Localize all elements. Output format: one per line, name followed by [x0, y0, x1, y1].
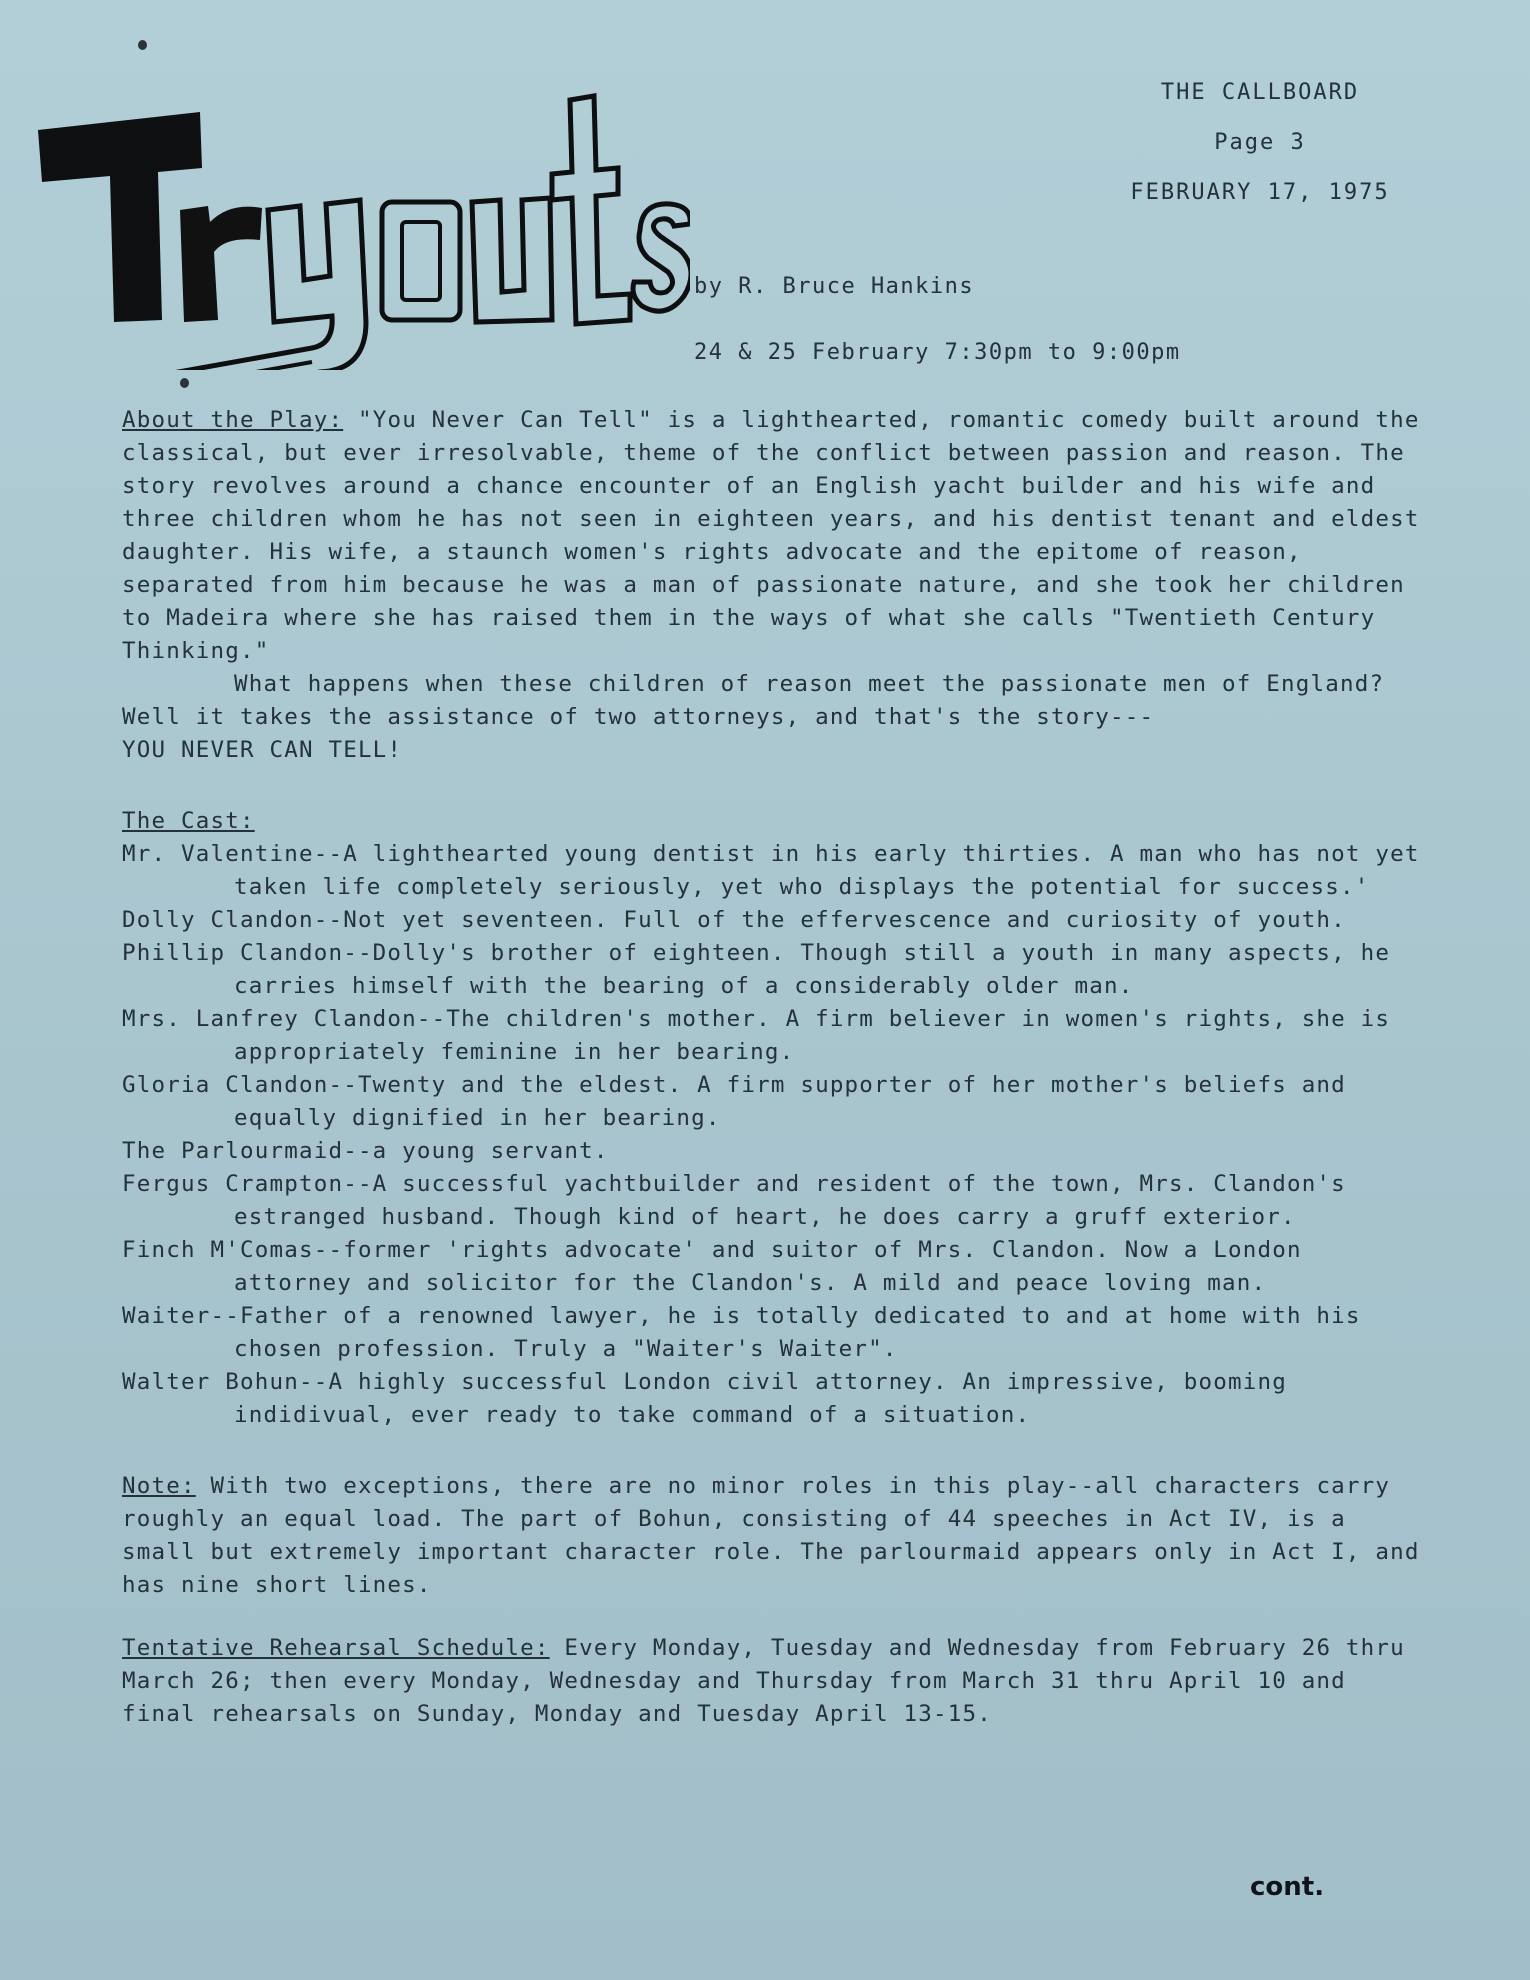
cast-role: Phillip Clandon--Dolly's brother of eighteen. Though still a youth in many aspects, he carries himself with the bearing of a considerably older man. — [122, 940, 1391, 999]
page-number: Page 3 — [1214, 130, 1306, 155]
cast-role: The Parlourmaid--a young servant. — [122, 1138, 609, 1164]
about-paragraph-2: What happens when these children of reason meet the passionate men of England? Well it takes the assistance of two attorneys, and that's the story--- — [122, 671, 1385, 730]
article-body — [122, 404, 1422, 1731]
tryout-dates: 24 & 25 February 7:30pm to 9:00pm — [694, 340, 1181, 365]
punch-mark — [138, 40, 147, 50]
note-heading: Note: — [122, 1473, 196, 1499]
about-text: "You Never Can Tell" is a lighthearted, romantic comedy built around the classical, but ever irresolvable, theme of the conflict between passion and reason. The story revolves around a chance encounter of an English yacht builder and his wife and three children whom he has not seen in eighteen years, and his dentist tenant and eldest daughter. His wife, a staunch women's rights advocate and the epitome of reason, separated from him because he was a man of passionate nature, and she took her children to Madeira where she has raised them in the ways of what she calls "Twentieth Century Thinking." — [122, 407, 1420, 664]
cast-role: Mr. Valentine--A lighthearted young dentist in his early thirties. A man who has not yet taken life completely seriously, yet who displays the potential for success.' — [122, 841, 1420, 900]
continued-handwritten-note: cont. — [1250, 1872, 1325, 1902]
cast-role: Fergus Crampton--A successful yachtbuilder and resident of the town, Mrs. Clandon's estranged husband. Though kind of heart, he does carry a gruff exterior. — [122, 1171, 1346, 1230]
note-text: With two exceptions, there are no minor roles in this play--all characters carry roughly an equal load. The part of Bohun, consisting of 44 speeches in Act IV, is a small but extremely important character role. The parlourmaid appears only in Act I, and has nine short lines. — [122, 1473, 1420, 1598]
about-heading: About the Play: — [122, 407, 344, 433]
note-paragraph — [122, 1470, 1422, 1602]
schedule-paragraph — [122, 1632, 1422, 1731]
schedule-heading: Tentative Rehearsal Schedule: — [122, 1635, 550, 1661]
cast-role: Gloria Clandon--Twenty and the eldest. A firm supporter of her mother's beliefs and equally dignified in her bearing. — [122, 1072, 1346, 1131]
masthead — [1080, 68, 1440, 218]
cast-role: Mrs. Lanfrey Clandon--The children's mother. A firm believer in women's rights, she is appropriately feminine in her bearing. — [122, 1006, 1391, 1065]
issue-date: FEBRUARY 17, 1975 — [1130, 180, 1390, 205]
punch-mark — [180, 378, 189, 388]
schedule-text: Every Monday, Tuesday and Wednesday from February 26 thru March 26; then every Monday, Wednesday and Thursday from March 31 thru April 10 and final rehearsals on Sunday, Monday and Tuesday April 13-15. — [122, 1635, 1405, 1727]
about-closing: YOU NEVER CAN TELL! — [122, 737, 403, 763]
cast-heading: The Cast: — [122, 808, 255, 834]
cast-role: Waiter--Father of a renowned lawyer, he is totally dedicated to and at home with his chosen profession. Truly a "Waiter's Waiter". — [122, 1303, 1361, 1362]
cast-role: Finch M'Comas--former 'rights advocate' and suitor of Mrs. Clandon. Now a London attorney and solicitor for the Clandon's. A mild and peace loving man. — [122, 1237, 1302, 1296]
tryouts-logo — [30, 70, 690, 370]
about-paragraph — [122, 404, 1422, 668]
cast-role: Walter Bohun--A highly successful London civil attorney. An impressive, booming indidivual, ever ready to take command of a situation. — [122, 1369, 1287, 1428]
cast-role: Dolly Clandon--Not yet seventeen. Full of the effervescence and curiosity of youth. — [122, 907, 1346, 933]
byline: by R. Bruce Hankins — [694, 274, 975, 299]
publication-name: THE CALLBOARD — [1160, 80, 1360, 105]
